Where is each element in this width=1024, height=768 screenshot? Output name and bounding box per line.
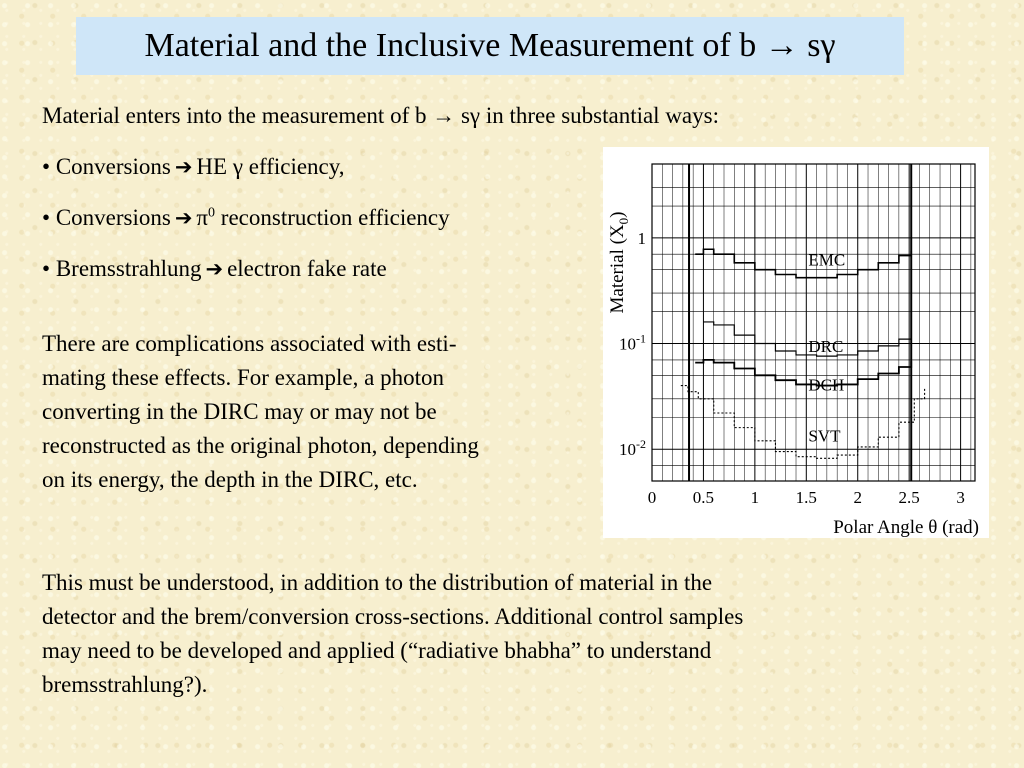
paragraph-line: This must be understood, in addition to the distribution of material in the	[42, 570, 713, 595]
y-axis-label: Material $(X_0)$	[607, 211, 631, 314]
bullet-marker: •	[42, 154, 51, 179]
y-tick-label: $10^{-1}$	[619, 331, 646, 354]
bullet-2	[42, 201, 602, 235]
bullet-lead: Conversions	[55, 205, 171, 230]
paragraph-line: converting in the DIRC may or may not be	[42, 399, 437, 424]
y-tick-label: $10^{-2}$	[619, 437, 646, 460]
series-label-dch: DCH	[808, 375, 845, 395]
x-tick-label: 1	[750, 488, 760, 507]
paragraph-line: reconstructed as the original photon, depending	[42, 433, 479, 458]
right-arrow-icon: ➔	[174, 155, 193, 179]
bullet-superscript: 0	[208, 205, 216, 221]
paragraph-line: detector and the brem/conversion cross-sections. Additional control samples	[42, 604, 744, 629]
series-dch	[695, 360, 911, 386]
paragraph-complications	[42, 327, 594, 497]
paragraph-line: mating these effects. For example, a photon	[42, 365, 444, 390]
series-label-svt: SVT	[808, 426, 841, 446]
paragraph-understanding	[42, 566, 942, 702]
x-tick-label: 1.5	[795, 488, 817, 507]
bullet-marker: •	[42, 256, 51, 281]
bullet-1	[42, 150, 602, 184]
series-label-emc: EMC	[808, 250, 846, 270]
slide-title: Material and the Inclusive Measurement of b → sγ	[144, 27, 836, 64]
bullet-marker: •	[42, 205, 51, 230]
material-chart	[603, 147, 989, 538]
bullet-result: π	[196, 205, 209, 230]
x-tick-label: 2.5	[898, 488, 920, 507]
bullet-tail: reconstruction efficiency	[215, 205, 450, 230]
right-arrow-icon: ➔	[205, 257, 224, 281]
x-tick-label: 0.5	[692, 488, 715, 507]
paragraph-line: bremsstrahlung?).	[42, 672, 208, 697]
x-axis-label: Polar Angle θ (rad)	[833, 517, 979, 538]
right-arrow-icon: ➔	[174, 206, 193, 230]
chart-series	[681, 164, 925, 481]
bullet-result: electron fake rate	[227, 256, 387, 281]
x-tick-label: 0	[647, 488, 657, 507]
x-tick-label: 3	[956, 488, 965, 507]
intro-text: Material enters into the measurement of b → sγ in three substantial ways:	[42, 103, 719, 128]
material-chart-svg	[603, 147, 989, 538]
bullet-lead: Bremsstrahlung	[55, 256, 202, 281]
y-tick-label: 1	[637, 228, 646, 248]
series-drc	[703, 322, 911, 356]
bullet-result: HE γ efficiency,	[196, 154, 345, 179]
series-label-drc: DRC	[808, 337, 844, 357]
paragraph-line: There are complications associated with esti-	[42, 331, 457, 356]
paragraph-line: on its energy, the depth in the DIRC, etc.	[42, 467, 418, 492]
bullet-3	[42, 252, 602, 286]
bullet-lead: Conversions	[55, 154, 171, 179]
series-svt	[681, 386, 925, 459]
title-box	[76, 17, 904, 75]
paragraph-line: may need to be developed and applied (“radiative bhabha” to understand	[42, 638, 712, 663]
series-emc	[695, 249, 911, 277]
x-tick-label: 2	[853, 488, 862, 507]
